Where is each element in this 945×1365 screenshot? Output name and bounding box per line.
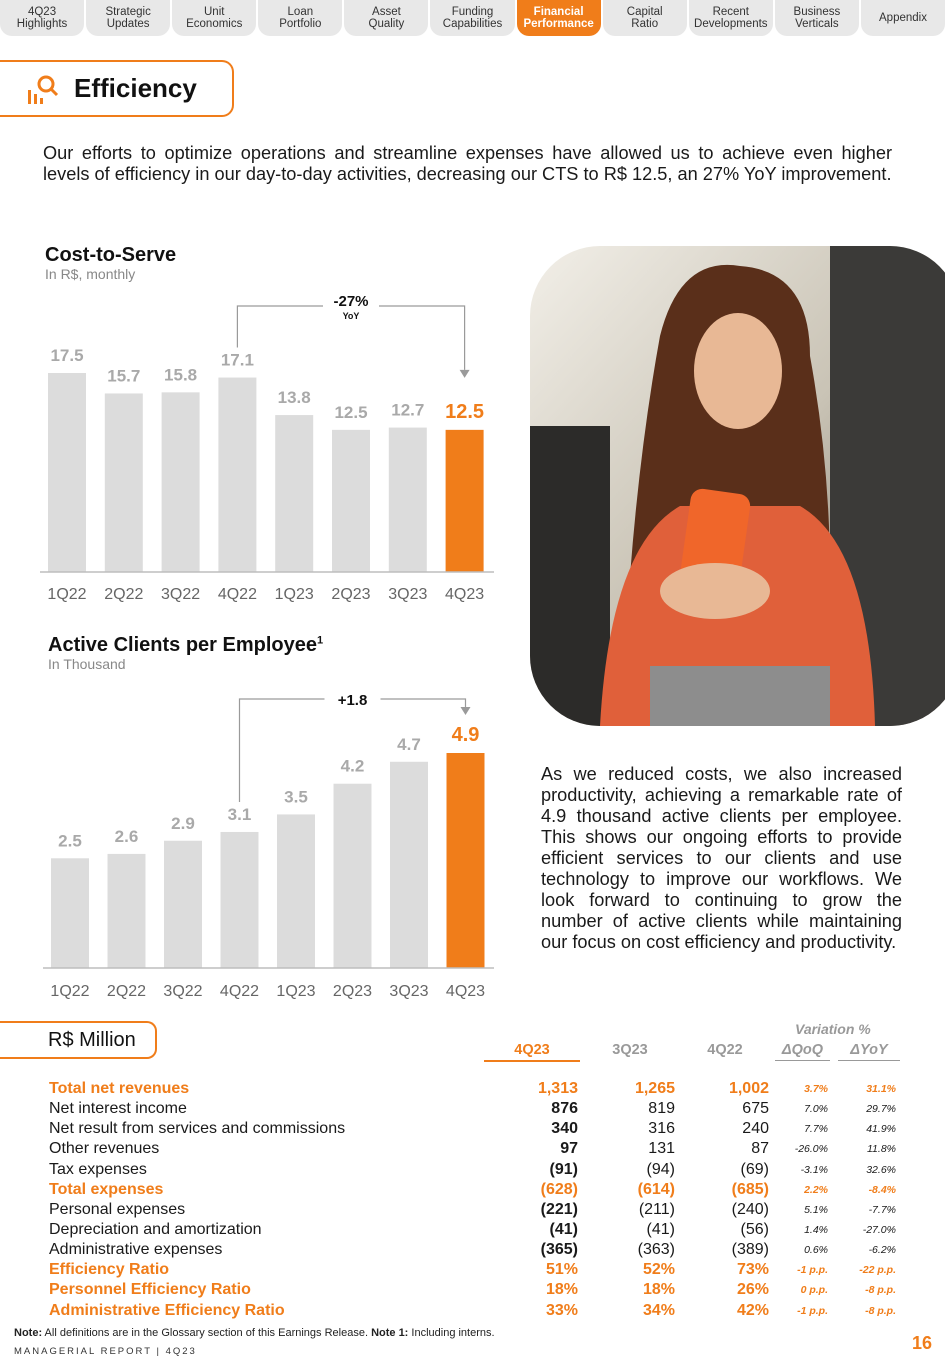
row-cell: (94) <box>646 1160 675 1178</box>
row-cell: 18% <box>545 1281 578 1299</box>
row-cell: (240) <box>731 1200 769 1218</box>
bar-4Q23 <box>447 753 485 968</box>
ace-chart-title: Active Clients per Employee$^1$ <box>48 634 324 656</box>
row-cell: 42% <box>736 1301 769 1319</box>
x-tick-label: 2Q23 <box>331 586 371 603</box>
bar-3Q22 <box>164 841 202 968</box>
nav-tab[interactable]: Funding Capabilities <box>430 0 514 36</box>
bar-value-label: 12.5 <box>445 400 485 423</box>
woman-with-phone-photo <box>530 246 945 726</box>
table-row <box>0 1079 945 1099</box>
col-header-qoq: ΔQoQ <box>775 1042 830 1061</box>
x-tick-label: 3Q22 <box>163 983 203 1000</box>
row-cell: 240 <box>742 1120 769 1138</box>
bar-2Q23 <box>334 784 372 968</box>
footer-text: MANAGERIAL REPORT | 4Q23 <box>14 1346 197 1357</box>
bar-value-label: 13.8 <box>277 388 311 408</box>
bar-value-label: 17.5 <box>50 346 84 365</box>
row-cell: (628) <box>540 1180 578 1198</box>
row-cell: -7.7% <box>868 1203 896 1216</box>
table-row <box>0 1240 945 1260</box>
intro-paragraph: Our efforts to optimize operations and streamline expenses have allowed us to achieve even higher levels of efficiency in our day-to-day activities, decreasing our CTS to R$ 12.5, an 27% YoY improvement. <box>43 143 892 184</box>
row-cell: 97 <box>560 1140 578 1158</box>
bar-value-label: 3.1 <box>227 804 252 824</box>
row-cell: -27.0% <box>862 1223 896 1236</box>
row-cell: (614) <box>637 1180 675 1198</box>
row-cell: (69) <box>740 1160 769 1178</box>
nav-tab[interactable]: Appendix <box>861 0 945 36</box>
photo-illustration <box>530 246 945 726</box>
table-row <box>0 1260 945 1280</box>
row-cell: -8 p.p. <box>865 1304 896 1317</box>
nav-tab[interactable]: Strategic Updates <box>86 0 170 36</box>
x-tick-label: 4Q23 <box>445 586 485 603</box>
nav-tab[interactable]: Recent Developments <box>689 0 773 36</box>
page-number: 16 <box>912 1333 933 1353</box>
nav-tab[interactable]: Asset Quality <box>344 0 428 36</box>
row-label: Net interest income <box>49 1100 187 1118</box>
row-cell: 73% <box>736 1261 769 1279</box>
row-cell: 33% <box>545 1301 578 1319</box>
col-header-4q23: 4Q23 <box>484 1042 580 1062</box>
row-cell: -6.2% <box>868 1244 896 1257</box>
row-cell: 5.1% <box>804 1203 828 1216</box>
x-tick-label: 4Q22 <box>217 586 257 603</box>
bar-value-label: 12.7 <box>391 400 425 420</box>
row-cell: 2.2% <box>804 1183 828 1196</box>
row-cell: (221) <box>540 1200 578 1218</box>
bar-4Q22 <box>221 832 259 968</box>
x-tick-label: 3Q22 <box>161 586 201 603</box>
row-cell: (211) <box>638 1200 675 1218</box>
annotation-bracket-left <box>240 699 325 802</box>
row-cell: (56) <box>740 1220 769 1238</box>
row-cell: (685) <box>731 1180 769 1198</box>
bar-value-label: 17.1 <box>220 350 254 370</box>
table-row <box>0 1180 945 1200</box>
ace-chart-subtitle: In Thousand <box>48 656 126 672</box>
row-cell: 31.1% <box>866 1083 896 1095</box>
x-tick-label: 2Q22 <box>106 983 147 1000</box>
bar-value-label: 3.5 <box>284 787 308 807</box>
x-tick-label: 3Q23 <box>388 586 428 603</box>
bar-2Q22 <box>108 854 146 968</box>
bar-value-label: 4.7 <box>397 734 421 754</box>
x-tick-label: 3Q23 <box>389 983 429 1000</box>
x-tick-label: 1Q22 <box>50 983 90 1000</box>
row-cell: 18% <box>642 1281 675 1299</box>
x-tick-label: 4Q23 <box>445 983 486 1000</box>
footnote: Note: All definitions are in the Glossary section of this Earnings Release. Note 1: Including interns. <box>14 1327 495 1339</box>
row-cell: 11.8% <box>867 1143 896 1156</box>
row-label: Personal expenses <box>49 1200 186 1218</box>
row-cell: 51% <box>545 1261 578 1279</box>
table-row <box>0 1139 945 1159</box>
row-cell: 7.7% <box>804 1123 828 1136</box>
bar-1Q22 <box>51 858 89 968</box>
row-label: Other revenues <box>49 1140 160 1158</box>
row-cell: 0.6% <box>804 1244 828 1257</box>
x-tick-label: 2Q22 <box>104 586 144 603</box>
row-cell: 1,313 <box>537 1080 578 1097</box>
row-cell: 26% <box>736 1281 769 1299</box>
row-label: Total expenses <box>49 1180 164 1198</box>
bar-value-label: 2.6 <box>114 826 139 846</box>
bar-1Q23 <box>277 814 315 968</box>
nav-tab[interactable]: Business Verticals <box>775 0 859 36</box>
row-cell: 876 <box>551 1100 578 1118</box>
row-cell: -1 p.p. <box>797 1264 828 1277</box>
row-cell: 675 <box>742 1100 769 1118</box>
row-label: Administrative Efficiency Ratio <box>49 1301 285 1319</box>
section-title: Efficiency <box>74 73 197 103</box>
nav-tab[interactable]: Capital Ratio <box>603 0 687 36</box>
col-header-4q22: 4Q22 <box>707 1042 743 1058</box>
bar-value-label: 15.7 <box>107 366 141 386</box>
row-cell: (41) <box>646 1220 675 1238</box>
row-cell: 29.7% <box>866 1103 896 1116</box>
bar-value-label: 15.8 <box>164 365 198 385</box>
row-cell: 1.4% <box>804 1223 828 1236</box>
x-tick-label: 2Q23 <box>332 983 373 1000</box>
nav-tab[interactable]: Loan Portfolio <box>258 0 342 36</box>
row-cell: (389) <box>731 1241 769 1259</box>
row-label: Depreciation and amortization <box>49 1220 262 1238</box>
x-tick-label: 1Q22 <box>47 586 87 603</box>
row-cell: 316 <box>648 1120 675 1138</box>
row-cell: 41.9% <box>866 1123 896 1136</box>
row-cell: -8 p.p. <box>865 1284 896 1297</box>
row-cell: 87 <box>751 1140 769 1158</box>
row-cell: -26.0% <box>794 1143 828 1156</box>
row-cell: (365) <box>540 1241 578 1259</box>
col-header-3q23: 3Q23 <box>612 1042 648 1058</box>
col-header-yoy: ΔYoY <box>838 1042 900 1061</box>
row-cell: 3.7% <box>804 1083 828 1095</box>
table-row <box>0 1301 945 1321</box>
table-row <box>0 1099 945 1119</box>
row-cell: 34% <box>642 1301 675 1319</box>
table-row <box>0 1160 945 1180</box>
row-label: Personnel Efficiency Ratio <box>49 1281 251 1299</box>
row-cell: 32.6% <box>866 1163 896 1176</box>
active-clients-chart <box>0 0 520 1020</box>
bar-3Q23 <box>390 762 428 968</box>
row-cell: (91) <box>549 1160 578 1178</box>
annotation-bracket-right <box>381 699 466 707</box>
row-cell: 340 <box>551 1120 578 1138</box>
table-row <box>0 1119 945 1139</box>
variation-header: Variation % <box>795 1021 871 1037</box>
nav-tab[interactable]: 4Q23 Highlights <box>0 0 84 36</box>
x-tick-label: 4Q22 <box>219 983 260 1000</box>
row-cell: 0 p.p. <box>800 1284 828 1297</box>
bar-value-label: 2.5 <box>58 831 82 851</box>
row-label: Efficiency Ratio <box>49 1261 170 1279</box>
row-cell: (41) <box>549 1220 578 1238</box>
row-cell: 52% <box>642 1261 675 1279</box>
annotation-sublabel: YoY <box>342 311 360 321</box>
cts-chart-subtitle: In R$, monthly <box>45 266 136 282</box>
bar-value-label: 2.9 <box>171 813 195 833</box>
annotation-label: -27% <box>333 293 369 310</box>
row-cell: 131 <box>648 1140 675 1158</box>
row-cell: 1,002 <box>728 1080 769 1097</box>
table-row <box>0 1280 945 1300</box>
table-row <box>0 1200 945 1220</box>
row-label: Administrative expenses <box>49 1241 223 1259</box>
row-cell: 7.0% <box>804 1103 828 1116</box>
table-title: R$ Million <box>0 1021 157 1059</box>
nav-tab[interactable]: Unit Economics <box>172 0 256 36</box>
x-tick-label: 1Q23 <box>274 586 314 603</box>
financial-table <box>0 1079 945 1321</box>
bar-value-label: 12.5 <box>334 402 368 422</box>
row-label: Total net revenues <box>49 1080 190 1097</box>
annotation-arrow <box>461 707 471 715</box>
row-cell: 1,265 <box>634 1080 675 1097</box>
annotation-label: +1.8 <box>337 692 368 709</box>
cts-chart-title: Cost-to-Serve <box>45 244 177 266</box>
row-cell: -22 p.p. <box>859 1264 896 1277</box>
productivity-paragraph: As we reduced costs, we also increased productivity, achieving a remarkable rate of 4.9 thousand active clients per employee. This shows our ongoing efforts to provide efficient services to our clients and use technology to improve our workflows. We look forward to continuing to grow the number of active clients while maintaining our focus on cost efficiency and productivity. <box>541 764 902 952</box>
bar-value-label: 4.2 <box>340 756 365 776</box>
row-cell: 819 <box>648 1100 675 1118</box>
row-cell: -8.4% <box>868 1183 896 1196</box>
row-label: Tax expenses <box>49 1160 147 1178</box>
bar-value-label: 4.9 <box>451 724 480 746</box>
table-row <box>0 1220 945 1240</box>
row-cell: (363) <box>637 1241 675 1259</box>
row-cell: -1 p.p. <box>797 1304 828 1317</box>
x-tick-label: 1Q23 <box>276 983 316 1000</box>
row-label: Net result from services and commissions <box>49 1120 346 1138</box>
row-cell: -3.1% <box>800 1163 828 1176</box>
nav-tab[interactable]: Financial Performance <box>517 0 601 36</box>
